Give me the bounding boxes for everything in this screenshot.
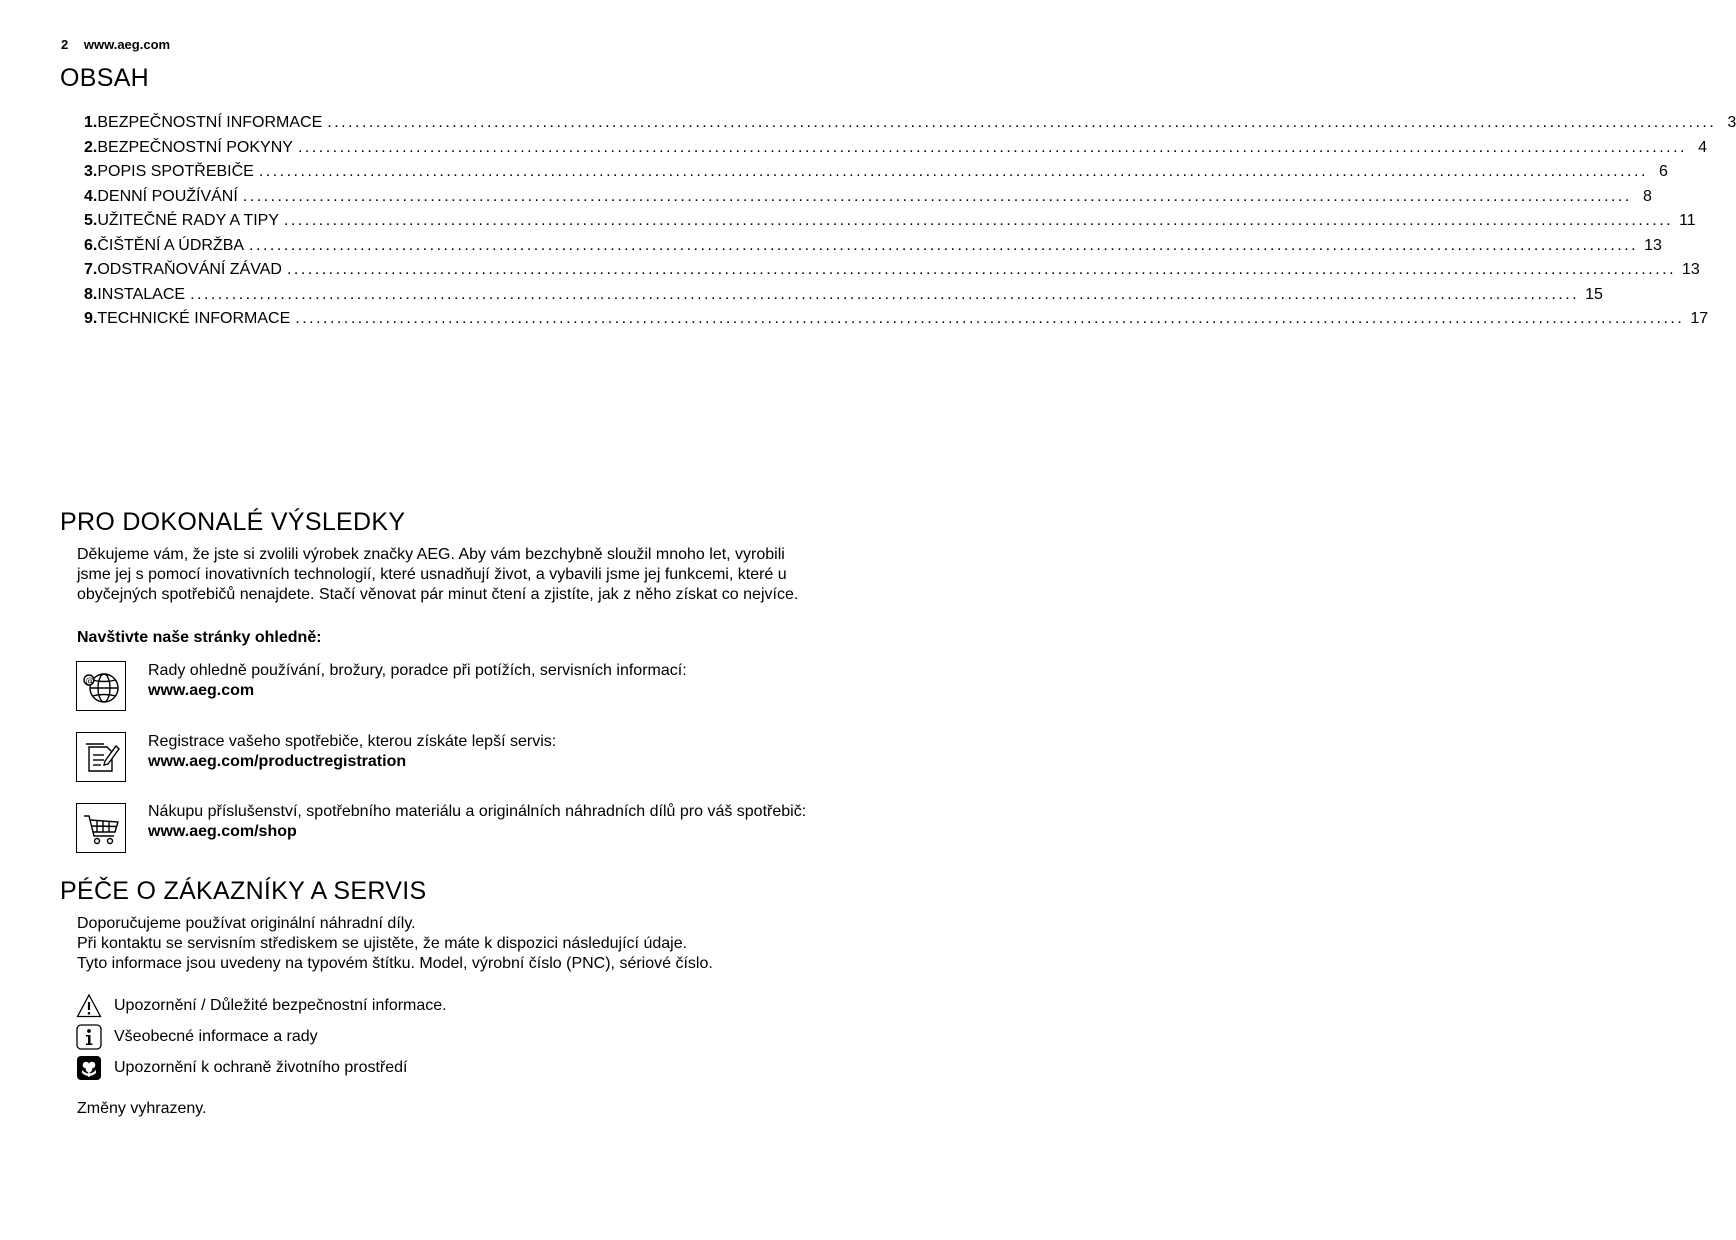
care-text-line: Tyto informace jsou uvedeny na typovém štítku. Model, výrobní číslo (PNC), sériové číslo. [77, 955, 713, 972]
legend-item-warning [76, 993, 447, 1019]
toc-item-title: INSTALACE [97, 285, 186, 303]
legend-warning-text: Upozornění / Důležité bezpečnostní informace. [114, 997, 447, 1014]
care-text-line: Při kontaktu se servisním střediskem se ujistěte, že máte k dispozici následující údaje. [77, 935, 688, 952]
toc-item-number: 4. [84, 187, 98, 205]
aeg-shop-link[interactable]: www.aeg.com/shop [148, 823, 297, 840]
visit-heading: Navštivte naše stránky ohledně: [77, 629, 322, 646]
changes-reserved-note: Změny vyhrazeny. [77, 1100, 207, 1117]
toc-item-title: DENNÍ POUŽÍVÁNÍ [97, 187, 238, 205]
toc-item-number: 5. [84, 212, 98, 229]
toc-item-page: 13 [1682, 261, 1700, 278]
legend-item-environment [76, 1055, 408, 1081]
toc-item-title: BEZPEČNOSTNÍ INFORMACE [97, 114, 323, 131]
legend-item-info [76, 1024, 318, 1050]
warning-icon [76, 993, 102, 1019]
svg-text:@: @ [85, 676, 95, 687]
toc-leader-dots: ........................................................................................................................................................................................................ [286, 261, 1677, 278]
toc-title: OBSAH [60, 64, 150, 92]
toc-item[interactable] [84, 285, 1603, 311]
aeg-home-link[interactable]: www.aeg.com [148, 682, 255, 699]
toc-item-page: 4 [1698, 138, 1707, 156]
shopping-cart-icon [76, 803, 126, 853]
shop-text: Nákupu příslušenství, spotřebního materiálu a originálních náhradních dílů pro váš spotřebič: [148, 803, 807, 820]
registration-link-block [148, 732, 818, 772]
toc-item[interactable] [84, 163, 1668, 188]
toc-item-number: 3. [84, 163, 98, 180]
care-text-line: Doporučujeme používat originální náhradní díly. [77, 915, 416, 932]
toc-item-page: 13 [1644, 236, 1662, 254]
environment-icon [76, 1055, 102, 1081]
page-header [61, 37, 170, 52]
toc-item-page: 17 [1690, 310, 1709, 327]
legend-info-text: Všeobecné informace a rady [114, 1028, 318, 1045]
registration-text: Registrace vašeho spotřebiče, kterou získáte lepší servis: [148, 733, 557, 750]
toc-item-number: 6. [84, 236, 98, 254]
legend-environment-text: Upozornění k ochraně životního prostředí [114, 1059, 408, 1076]
toc-item-page: 6 [1658, 163, 1668, 180]
toc-item-number: 2. [84, 138, 98, 156]
toc-leader-dots: ........................................................................................................................................................................................................ [284, 212, 1674, 229]
header-site-link[interactable]: www.aeg.com [83, 37, 171, 52]
shop-link-block [148, 802, 818, 842]
toc-item-number: 1. [84, 114, 98, 131]
toc-item[interactable] [84, 138, 1707, 164]
product-registration-link[interactable]: www.aeg.com/productregistration [148, 753, 407, 770]
toc-item[interactable] [84, 310, 1709, 335]
info-icon [76, 1024, 102, 1050]
toc-item-title: BEZPEČNOSTNÍ POKYNY [97, 138, 293, 156]
toc-item-title: ODSTRAŇOVÁNÍ ZÁVAD [97, 261, 282, 278]
results-section-title: PRO DOKONALÉ VÝSLEDKY [60, 508, 406, 536]
registration-icon [76, 732, 126, 782]
toc-item[interactable] [84, 236, 1662, 262]
toc-leader-dots: ........................................................................................................................................................................................................ [249, 236, 1639, 254]
toc-leader-dots: ........................................................................................................................................................................................................ [190, 285, 1580, 303]
usage-help-link-block [148, 661, 818, 701]
care-section-title: PÉČE O ZÁKAZNÍKY A SERVIS [60, 877, 427, 905]
toc-leader-dots: ........................................................................................................................................................................................................ [295, 310, 1685, 327]
toc-item[interactable] [84, 261, 1700, 286]
toc-item-page: 8 [1642, 187, 1652, 205]
toc-leader-dots: ........................................................................................................................................................................................................ [327, 114, 1717, 131]
toc-leader-dots: ........................................................................................................................................................................................................ [297, 138, 1687, 156]
toc-item[interactable] [84, 212, 1696, 237]
toc-leader-dots: ........................................................................................................................................................................................................ [242, 187, 1632, 205]
toc-item-number: 7. [84, 261, 98, 278]
toc-item-title: TECHNICKÉ INFORMACE [97, 310, 291, 327]
toc-item-title: POPIS SPOTŘEBIČE [97, 163, 254, 180]
toc-item-title: UŽITEČNÉ RADY A TIPY [97, 212, 280, 229]
toc-item-page: 11 [1679, 212, 1696, 229]
toc-item[interactable] [84, 114, 1736, 139]
globe-icon [76, 661, 126, 711]
toc-leader-dots: ........................................................................................................................................................................................................ [258, 163, 1648, 180]
table-of-contents [84, 114, 1736, 335]
toc-item-title: ČIŠTĚNÍ A ÚDRŽBA [97, 236, 245, 254]
usage-help-text: Rady ohledně používání, brožury, poradce při potížích, servisních informací: [148, 662, 687, 679]
toc-item-page: 15 [1585, 285, 1603, 303]
toc-item-number: 8. [84, 285, 98, 303]
page-number: 2 [61, 37, 69, 52]
toc-item-page: 3 [1727, 114, 1736, 131]
results-intro-text: Děkujeme vám, že jste si zvolili výrobek značky AEG. Aby vám bezchybně sloužil mnoho let, vyrobili jsme jej s pomocí inovativních technologií, které usnadňují život, a vybavili jsme jej funkcemi, které u obyčejných spotřebičů nenajdete. Stačí věnovat pár minut čtení a zjistíte, jak z něho získat co nejvíce. [77, 546, 799, 603]
toc-item-number: 9. [84, 310, 98, 327]
toc-item[interactable] [84, 187, 1652, 213]
